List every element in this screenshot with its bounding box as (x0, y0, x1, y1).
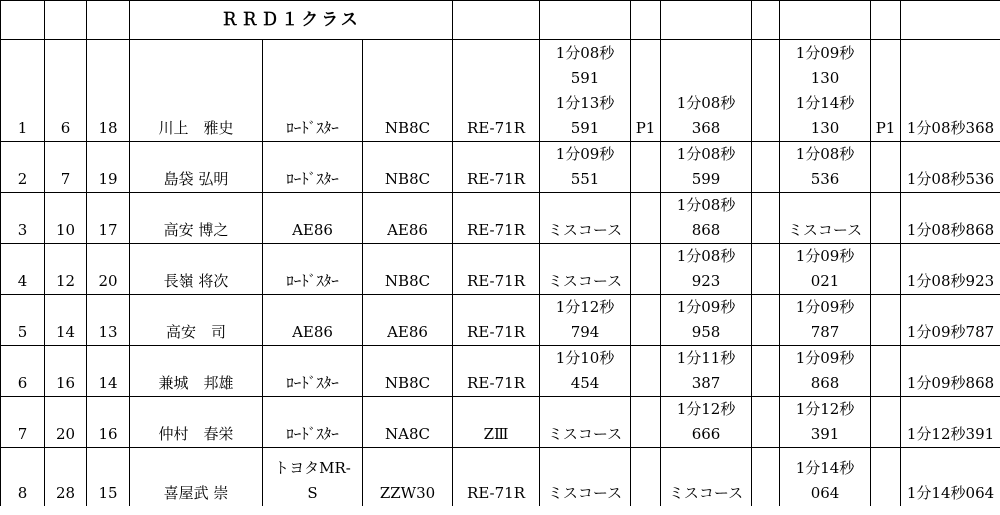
position-cell: 6 (1, 346, 45, 397)
car-number-cell: 16 (45, 346, 87, 397)
model-code-cell: NB8C (363, 244, 453, 295)
car-name-cell: ﾛｰﾄﾞｽﾀｰ (263, 40, 363, 142)
header-cell (1, 1, 45, 40)
grid-cell: 19 (87, 142, 130, 193)
run2-time-cell-line: 387 (691, 374, 721, 392)
run3-time-cell-line: 1分09秒 (795, 349, 855, 367)
run2-flag-cell (752, 244, 780, 295)
grid-cell: 20 (87, 244, 130, 295)
header-cell (871, 1, 901, 40)
best-time-cell: 1分08秒923 (901, 244, 1000, 295)
driver-name-cell: 長嶺 将次 (130, 244, 263, 295)
run1-time-cell-line: 1分12秒 (555, 298, 615, 316)
run3-flag-cell (871, 244, 901, 295)
model-code-cell: NA8C (363, 397, 453, 448)
class-title: ＲＲＤ１クラス (130, 1, 453, 40)
run3-time-cell (780, 142, 871, 193)
car-name-cell-line: S (307, 484, 318, 502)
run2-time-cell-line: ミスコース (668, 484, 744, 502)
run3-time-cell-line: 868 (810, 374, 840, 392)
run1-flag-cell: P1 (631, 40, 661, 142)
run3-time-cell-line: 130 (810, 119, 840, 137)
car-name-cell: AE86 (263, 193, 363, 244)
grid-cell: 15 (87, 448, 130, 507)
header-row (1, 1, 1000, 40)
run3-time-cell-line: 536 (810, 170, 840, 188)
run1-time-cell (540, 142, 631, 193)
driver-name-cell: 仲村 春栄 (130, 397, 263, 448)
best-time-cell: 1分08秒536 (901, 142, 1000, 193)
run3-time-cell-line: 1分08秒 (795, 145, 855, 163)
grid-cell: 14 (87, 346, 130, 397)
driver-name-cell: 川上 雅史 (130, 40, 263, 142)
run2-time-cell-line: 599 (691, 170, 721, 188)
run3-flag-cell (871, 448, 901, 507)
run3-time-cell-line: 021 (810, 272, 840, 290)
grid-cell: 17 (87, 193, 130, 244)
run2-flag-cell (752, 346, 780, 397)
run3-time-cell-line: 1分09秒 (795, 298, 855, 316)
run3-time-cell (780, 346, 871, 397)
header-cell (780, 1, 871, 40)
position-cell: 3 (1, 193, 45, 244)
run1-time-cell (540, 448, 631, 507)
run1-time-cell (540, 40, 631, 142)
run2-time-cell-line: 958 (691, 323, 721, 341)
run2-time-cell-line: 368 (691, 119, 721, 137)
run2-time-cell-line: 1分08秒 (676, 196, 736, 214)
position-cell: 4 (1, 244, 45, 295)
run3-time-cell (780, 397, 871, 448)
grid-cell: 18 (87, 40, 130, 142)
model-code-cell: AE86 (363, 295, 453, 346)
tire-cell: RE-71R (453, 193, 540, 244)
model-code-cell: NB8C (363, 142, 453, 193)
header-cell (901, 1, 1000, 40)
driver-name-cell: 兼城 邦雄 (130, 346, 263, 397)
result-row (1, 397, 1000, 448)
run2-time-cell (661, 193, 752, 244)
car-number-cell: 28 (45, 448, 87, 507)
model-code-cell: ZZW30 (363, 448, 453, 507)
grid-cell: 13 (87, 295, 130, 346)
run1-time-cell-line: 454 (570, 374, 600, 392)
run2-time-cell-line: 1分12秒 (676, 400, 736, 418)
tire-cell: RE-71R (453, 244, 540, 295)
car-number-cell: 20 (45, 397, 87, 448)
result-row (1, 244, 1000, 295)
result-row (1, 295, 1000, 346)
run3-time-cell (780, 244, 871, 295)
run2-time-cell-line: 1分09秒 (676, 298, 736, 316)
run3-time-cell-line: 130 (810, 69, 840, 87)
car-name-cell (263, 448, 363, 507)
run1-flag-cell (631, 142, 661, 193)
run3-flag-cell (871, 295, 901, 346)
run1-time-cell-line: 551 (570, 170, 600, 188)
run3-time-cell-line: 1分14秒 (795, 94, 855, 112)
tire-cell: RE-71R (453, 346, 540, 397)
run1-flag-cell (631, 397, 661, 448)
header-cell (752, 1, 780, 40)
run1-flag-cell (631, 448, 661, 507)
tire-cell: ZⅢ (453, 397, 540, 448)
run2-flag-cell (752, 397, 780, 448)
run3-time-cell-line: 1分09秒 (795, 247, 855, 265)
position-cell: 5 (1, 295, 45, 346)
run2-time-cell-line: 1分08秒 (676, 145, 736, 163)
car-name-cell: AE86 (263, 295, 363, 346)
header-cell (540, 1, 631, 40)
run2-time-cell (661, 346, 752, 397)
run1-flag-cell (631, 346, 661, 397)
model-code-cell: AE86 (363, 193, 453, 244)
best-time-cell: 1分12秒391 (901, 397, 1000, 448)
run1-time-cell-line: 794 (570, 323, 600, 341)
model-code-cell: NB8C (363, 346, 453, 397)
grid-cell: 16 (87, 397, 130, 448)
run2-time-cell-line: 1分08秒 (676, 94, 736, 112)
run2-flag-cell (752, 448, 780, 507)
car-name-cell: ﾛｰﾄﾞｽﾀｰ (263, 244, 363, 295)
header-cell (453, 1, 540, 40)
run1-time-cell (540, 244, 631, 295)
run3-time-cell-line: 787 (810, 323, 840, 341)
run3-flag-cell (871, 397, 901, 448)
best-time-cell: 1分09秒868 (901, 346, 1000, 397)
run1-flag-cell (631, 193, 661, 244)
run2-flag-cell (752, 193, 780, 244)
result-row (1, 193, 1000, 244)
car-number-cell: 12 (45, 244, 87, 295)
position-cell: 8 (1, 448, 45, 507)
run3-time-cell-line: 1分09秒 (795, 44, 855, 62)
run3-time-cell-line: 391 (810, 425, 840, 443)
run2-time-cell-line: 1分08秒 (676, 247, 736, 265)
run1-time-cell (540, 346, 631, 397)
run1-time-cell (540, 295, 631, 346)
car-number-cell: 14 (45, 295, 87, 346)
run3-time-cell-line: ミスコース (787, 221, 863, 239)
run1-time-cell (540, 397, 631, 448)
run2-time-cell (661, 40, 752, 142)
best-time-cell: 1分08秒368 (901, 40, 1000, 142)
run3-time-cell (780, 193, 871, 244)
header-cell (661, 1, 752, 40)
run1-time-cell-line: 591 (570, 119, 600, 137)
car-number-cell: 10 (45, 193, 87, 244)
best-time-cell: 1分08秒868 (901, 193, 1000, 244)
run3-time-cell (780, 40, 871, 142)
run3-flag-cell (871, 142, 901, 193)
run2-time-cell (661, 397, 752, 448)
run1-time-cell-line: ミスコース (547, 425, 623, 443)
tire-cell: RE-71R (453, 40, 540, 142)
run3-time-cell-line: 1分14秒 (795, 459, 855, 477)
position-cell: 2 (1, 142, 45, 193)
run2-time-cell (661, 295, 752, 346)
tire-cell: RE-71R (453, 295, 540, 346)
result-row (1, 40, 1000, 142)
run3-time-cell (780, 295, 871, 346)
run1-flag-cell (631, 244, 661, 295)
run2-flag-cell (752, 142, 780, 193)
driver-name-cell: 島袋 弘明 (130, 142, 263, 193)
run2-time-cell (661, 142, 752, 193)
driver-name-cell: 喜屋武 崇 (130, 448, 263, 507)
position-cell: 7 (1, 397, 45, 448)
car-name-cell-line: トヨタMR- (274, 459, 351, 477)
run3-flag-cell (871, 193, 901, 244)
run1-time-cell-line: 1分13秒 (555, 94, 615, 112)
run1-time-cell-line: 1分08秒 (555, 44, 615, 62)
run2-time-cell-line: 868 (691, 221, 721, 239)
best-time-cell: 1分14秒064 (901, 448, 1000, 507)
run1-time-cell-line: ミスコース (547, 484, 623, 502)
run3-flag-cell: P1 (871, 40, 901, 142)
run1-flag-cell (631, 295, 661, 346)
car-number-cell: 6 (45, 40, 87, 142)
run1-time-cell-line: 1分10秒 (555, 349, 615, 367)
header-cell (631, 1, 661, 40)
run3-flag-cell (871, 346, 901, 397)
run2-time-cell-line: 666 (691, 425, 721, 443)
header-cell (45, 1, 87, 40)
run1-time-cell-line: ミスコース (547, 221, 623, 239)
run1-time-cell (540, 193, 631, 244)
run2-time-cell (661, 448, 752, 507)
tire-cell: RE-71R (453, 448, 540, 507)
result-row (1, 346, 1000, 397)
position-cell: 1 (1, 40, 45, 142)
run3-time-cell-line: 064 (810, 484, 840, 502)
result-row (1, 448, 1000, 507)
car-name-cell: ﾛｰﾄﾞｽﾀｰ (263, 142, 363, 193)
run2-flag-cell (752, 295, 780, 346)
run3-time-cell-line: 1分12秒 (795, 400, 855, 418)
result-row (1, 142, 1000, 193)
run1-time-cell-line: 1分09秒 (555, 145, 615, 163)
run1-time-cell-line: ミスコース (547, 272, 623, 290)
best-time-cell: 1分09秒787 (901, 295, 1000, 346)
tire-cell: RE-71R (453, 142, 540, 193)
car-name-cell: ﾛｰﾄﾞｽﾀｰ (263, 397, 363, 448)
car-number-cell: 7 (45, 142, 87, 193)
run1-time-cell-line: 591 (570, 69, 600, 87)
driver-name-cell: 高安 司 (130, 295, 263, 346)
car-name-cell: ﾛｰﾄﾞｽﾀｰ (263, 346, 363, 397)
driver-name-cell: 高安 博之 (130, 193, 263, 244)
run2-time-cell (661, 244, 752, 295)
model-code-cell: NB8C (363, 40, 453, 142)
run2-flag-cell (752, 40, 780, 142)
run2-time-cell-line: 923 (691, 272, 721, 290)
run2-time-cell-line: 1分11秒 (676, 349, 736, 367)
run3-time-cell (780, 448, 871, 507)
header-cell (87, 1, 130, 40)
